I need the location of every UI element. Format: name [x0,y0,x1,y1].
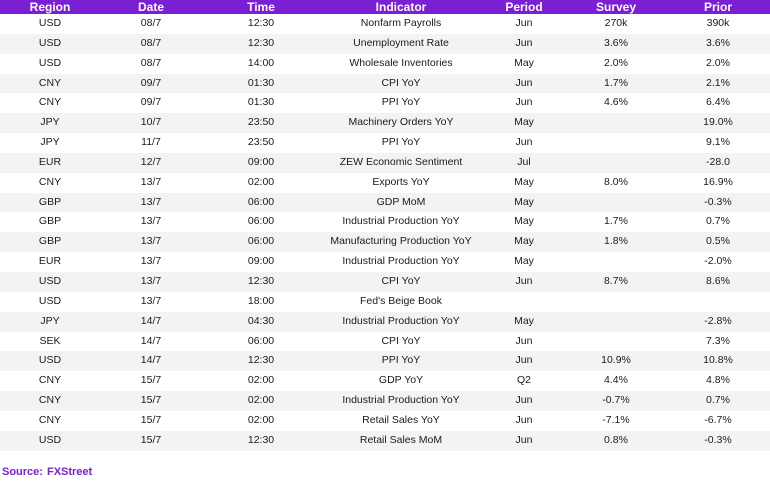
cell-date: 13/7 [100,272,202,292]
cell-indicator: Manufacturing Production YoY [320,232,482,252]
table-row [0,431,770,451]
cell-period: Jun [482,431,566,451]
table-row [0,411,770,431]
cell-indicator: Unemployment Rate [320,34,482,54]
cell-time: 06:00 [202,193,320,213]
table-row [0,272,770,292]
header-prior: Prior [666,0,770,14]
cell-survey [566,332,666,352]
table-row [0,113,770,133]
cell-survey: 1.8% [566,232,666,252]
table-row [0,232,770,252]
cell-region: CNY [0,391,100,411]
cell-period: Jun [482,391,566,411]
cell-indicator: GDP MoM [320,193,482,213]
header-indicator: Indicator [320,0,482,14]
cell-indicator: Machinery Orders YoY [320,113,482,133]
cell-region: CNY [0,93,100,113]
cell-region: GBP [0,212,100,232]
header-date: Date [100,0,202,14]
cell-survey [566,252,666,272]
cell-survey: 4.4% [566,371,666,391]
table-row [0,14,770,34]
source-note [2,466,92,478]
cell-indicator: CPI YoY [320,332,482,352]
cell-region: SEK [0,332,100,352]
cell-period: Jun [482,74,566,94]
table-row [0,351,770,371]
cell-prior: 0.7% [666,391,770,411]
cell-prior: 7.3% [666,332,770,352]
source-value: FXStreet [46,466,93,478]
cell-region: CNY [0,411,100,431]
cell-prior: 4.8% [666,371,770,391]
cell-period: Jun [482,332,566,352]
cell-survey: 8.7% [566,272,666,292]
cell-indicator: PPI YoY [320,93,482,113]
cell-prior: -0.3% [666,431,770,451]
cell-date: 15/7 [100,411,202,431]
cell-time: 12:30 [202,351,320,371]
cell-survey: 3.6% [566,34,666,54]
cell-period: Jun [482,133,566,153]
cell-time: 06:00 [202,332,320,352]
cell-survey: 0.8% [566,431,666,451]
cell-prior: 6.4% [666,93,770,113]
cell-indicator: CPI YoY [320,272,482,292]
cell-indicator: Exports YoY [320,173,482,193]
cell-time: 09:00 [202,153,320,173]
cell-period: May [482,232,566,252]
cell-period: Jul [482,153,566,173]
cell-period: Q2 [482,371,566,391]
cell-time: 01:30 [202,74,320,94]
cell-indicator: Industrial Production YoY [320,212,482,232]
cell-prior: -28.0 [666,153,770,173]
cell-region: CNY [0,173,100,193]
cell-indicator: PPI YoY [320,351,482,371]
header-period: Period [482,0,566,14]
cell-region: USD [0,14,100,34]
header-time: Time [202,0,320,14]
cell-period: May [482,212,566,232]
cell-time: 01:30 [202,93,320,113]
cell-prior: 10.8% [666,351,770,371]
cell-time: 23:50 [202,133,320,153]
table-row [0,193,770,213]
cell-date: 15/7 [100,371,202,391]
cell-date: 08/7 [100,34,202,54]
cell-period: Jun [482,351,566,371]
cell-time: 09:00 [202,252,320,272]
cell-period: May [482,252,566,272]
cell-indicator: Industrial Production YoY [320,312,482,332]
cell-survey [566,193,666,213]
cell-date: 13/7 [100,292,202,312]
cell-prior: -0.3% [666,193,770,213]
cell-indicator: PPI YoY [320,133,482,153]
cell-region: JPY [0,312,100,332]
table-row [0,54,770,74]
cell-region: USD [0,272,100,292]
cell-survey: 10.9% [566,351,666,371]
cell-indicator: Industrial Production YoY [320,391,482,411]
cell-indicator: Retail Sales MoM [320,431,482,451]
cell-region: JPY [0,113,100,133]
cell-date: 15/7 [100,431,202,451]
cell-prior: 390k [666,14,770,34]
cell-indicator: Retail Sales YoY [320,411,482,431]
cell-indicator: CPI YoY [320,74,482,94]
cell-region: GBP [0,232,100,252]
cell-indicator: Nonfarm Payrolls [320,14,482,34]
cell-region: USD [0,431,100,451]
cell-time: 12:30 [202,14,320,34]
cell-prior: 0.7% [666,212,770,232]
cell-prior: 2.1% [666,74,770,94]
cell-date: 10/7 [100,113,202,133]
table-row [0,133,770,153]
cell-survey: 1.7% [566,74,666,94]
cell-survey: 4.6% [566,93,666,113]
cell-survey: 270k [566,14,666,34]
cell-time: 02:00 [202,391,320,411]
cell-survey: -7.1% [566,411,666,431]
cell-period: Jun [482,14,566,34]
table-row [0,212,770,232]
cell-period [482,292,566,312]
table-header-row [0,0,770,14]
cell-prior: -2.0% [666,252,770,272]
cell-region: CNY [0,74,100,94]
table-row [0,371,770,391]
cell-date: 09/7 [100,93,202,113]
table-row [0,292,770,312]
table-row [0,153,770,173]
cell-survey [566,153,666,173]
table-row [0,173,770,193]
cell-prior: 9.1% [666,133,770,153]
cell-date: 08/7 [100,54,202,74]
cell-date: 13/7 [100,252,202,272]
cell-time: 23:50 [202,113,320,133]
cell-prior: -2.8% [666,312,770,332]
source-label: Source: [2,466,43,478]
table-row [0,252,770,272]
cell-date: 08/7 [100,14,202,34]
cell-survey [566,292,666,312]
cell-survey [566,312,666,332]
cell-time: 06:00 [202,212,320,232]
cell-time: 04:30 [202,312,320,332]
cell-time: 12:30 [202,431,320,451]
cell-period: May [482,193,566,213]
table-row [0,391,770,411]
cell-region: EUR [0,153,100,173]
table-body [0,14,770,451]
cell-period: Jun [482,411,566,431]
cell-time: 12:30 [202,34,320,54]
cell-prior: 2.0% [666,54,770,74]
cell-date: 13/7 [100,212,202,232]
cell-prior: 19.0% [666,113,770,133]
cell-region: USD [0,34,100,54]
cell-date: 14/7 [100,312,202,332]
cell-period: Jun [482,93,566,113]
cell-date: 14/7 [100,332,202,352]
table-row [0,74,770,94]
cell-region: USD [0,351,100,371]
cell-time: 12:30 [202,272,320,292]
header-region: Region [0,0,100,14]
cell-time: 18:00 [202,292,320,312]
cell-survey: 8.0% [566,173,666,193]
cell-region: USD [0,54,100,74]
cell-time: 02:00 [202,173,320,193]
cell-prior: 16.9% [666,173,770,193]
table-row [0,332,770,352]
cell-date: 15/7 [100,391,202,411]
cell-region: EUR [0,252,100,272]
cell-indicator: GDP YoY [320,371,482,391]
cell-period: Jun [482,272,566,292]
cell-period: Jun [482,34,566,54]
cell-period: May [482,54,566,74]
cell-indicator: Industrial Production YoY [320,252,482,272]
cell-prior [666,292,770,312]
cell-period: May [482,113,566,133]
cell-prior: 0.5% [666,232,770,252]
cell-period: May [482,173,566,193]
cell-prior: 8.6% [666,272,770,292]
cell-survey [566,113,666,133]
cell-time: 06:00 [202,232,320,252]
cell-survey: -0.7% [566,391,666,411]
cell-prior: 3.6% [666,34,770,54]
table-row [0,93,770,113]
cell-indicator: ZEW Economic Sentiment [320,153,482,173]
table-row [0,312,770,332]
cell-period: May [482,312,566,332]
cell-date: 13/7 [100,173,202,193]
cell-survey: 2.0% [566,54,666,74]
cell-date: 11/7 [100,133,202,153]
table-row [0,34,770,54]
cell-region: GBP [0,193,100,213]
header-survey: Survey [566,0,666,14]
cell-date: 12/7 [100,153,202,173]
cell-time: 02:00 [202,411,320,431]
cell-survey: 1.7% [566,212,666,232]
cell-survey [566,133,666,153]
cell-date: 14/7 [100,351,202,371]
cell-region: JPY [0,133,100,153]
cell-region: USD [0,292,100,312]
cell-date: 09/7 [100,74,202,94]
cell-time: 14:00 [202,54,320,74]
cell-date: 13/7 [100,193,202,213]
cell-region: CNY [0,371,100,391]
cell-time: 02:00 [202,371,320,391]
cell-prior: -6.7% [666,411,770,431]
cell-indicator: Wholesale Inventories [320,54,482,74]
cell-indicator: Fed's Beige Book [320,292,482,312]
cell-date: 13/7 [100,232,202,252]
